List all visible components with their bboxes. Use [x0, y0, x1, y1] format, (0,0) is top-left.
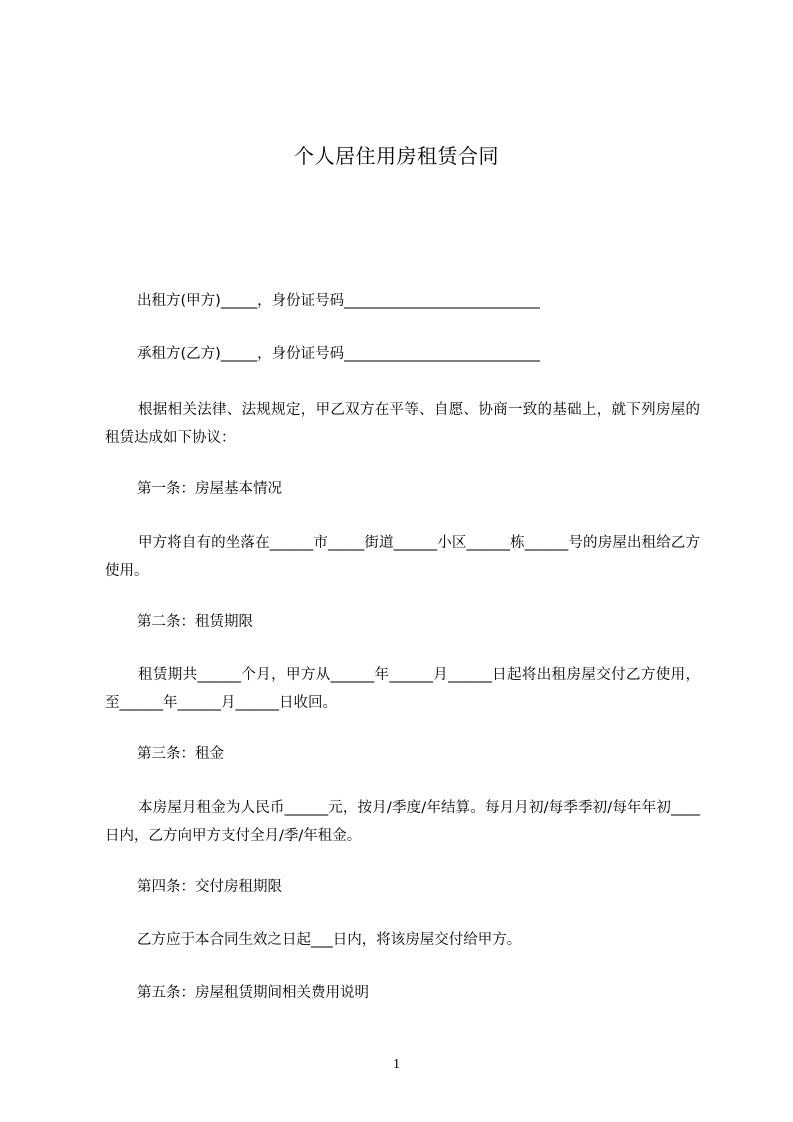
- section-heading-1: 第一条：房屋基本情况: [137, 481, 282, 497]
- preamble-paragraph: 根据相关法律、法规规定，甲乙双方在平等、自愿、协商一致的基础上，就下列房屋的租赁达成如下协议：: [105, 402, 700, 446]
- section-body-1: 甲方将自有的坐落在______市_____街道______小区______栋______号的房屋出租给乙方使用。: [105, 535, 700, 579]
- party-a-line: 出租方(甲方)_____，身份证号码___________________________: [137, 293, 540, 309]
- section-body-3: 本房屋月租金为人民币______元，按月/季度/年结算。每月月初/每季季初/每年年初____日内，乙方向甲方支付全月/季/年租金。: [105, 800, 700, 844]
- page-number: 1: [393, 1057, 400, 1072]
- section-body-2: 租赁期共______个月，甲方从______年______月______日起将出租房屋交付乙方使用，至______年______月______日收回。: [105, 667, 700, 711]
- section-heading-5: 第五条：房屋租赁期间相关费用说明: [137, 985, 369, 1001]
- section-body-4: 乙方应于本合同生效之日起___日内，将该房屋交付给甲方。: [137, 932, 522, 948]
- section-heading-4: 第四条：交付房租期限: [137, 879, 282, 895]
- section-heading-2: 第二条：租赁期限: [137, 614, 253, 630]
- party-b-line: 承租方(乙方)_____，身份证号码___________________________: [137, 346, 540, 362]
- section-heading-3: 第三条：租金: [137, 746, 224, 762]
- document-title: 个人居住用房租赁合同: [294, 144, 499, 168]
